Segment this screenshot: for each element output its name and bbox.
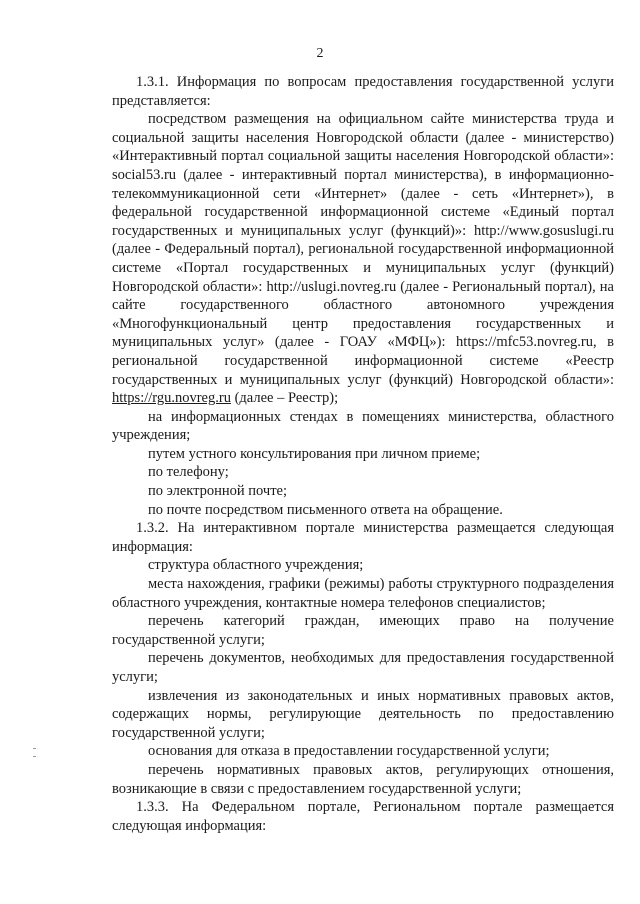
- paragraph-structure: структура областного учреждения;: [148, 557, 364, 574]
- paragraph-oral-consultation: путем устного консультирования при личном приеме;: [148, 445, 481, 462]
- paragraph-1-3-3: 1.3.3. На Федеральном портале, Региональном портале размещается следующая информация:: [112, 799, 614, 834]
- registry-link-suffix: (далее – Реестр);: [230, 390, 339, 407]
- paragraph-1-3-2: 1.3.2. На интерактивном портале министерства размещается следующая информация:: [112, 520, 614, 555]
- paragraph-categories: перечень категорий граждан, имеющих право на получение государственной услуги;: [112, 613, 614, 648]
- paragraph-email: по электронной почте;: [148, 483, 288, 500]
- paragraph-legal-extracts: извлечения из законодательных и иных нормативных правовых актов, содержащих нормы, регулирующие деятельность по предоставлению государственной услуги;: [112, 687, 614, 741]
- scan-mark: [33, 756, 36, 757]
- scan-mark: [33, 748, 36, 749]
- paragraph-publication-channels-text: посредством размещения на официальном сайте министерства труда и социальной защиты населения Новгородской области (далее - министерство) «Интерактивный портал социальной защиты населения Новгородской области»: social53.ru (далее - интерактивный портал министерства), в информационно-телекоммуникационной сети «Интернет» (далее - сеть «Интернет»), в федеральной государственной информационной системе «Единый портал государственных и муниципальных услуг (функций)»: http://www.gosuslugi.ru (далее - Федеральный портал), региональной государственной информационной системе «Портал государственных и муниципальных услуг (функций) Новгородской области»: http://uslugi.novreg.ru (далее - Региональный портал), на сайте государственного областного автономного учреждения «Многофункциональный центр предоставления государственных и муниципальных услуг» (далее - ГОАУ «МФЦ»): https://mfc53.novreg.ru, в региональной государственной информационной системе «Реестр государственных и муниципальных услуг (функций) Новгородской области»:: [112, 111, 614, 388]
- paragraph-documents: перечень документов, необходимых для предоставления государственной услуги;: [112, 650, 614, 685]
- paragraph-info-stands: на информационных стендах в помещениях министерства, областного учреждения;: [112, 408, 614, 444]
- paragraph-phone: по телефону;: [148, 464, 229, 481]
- paragraph-locations: места нахождения, графики (режимы) работы структурного подразделения областного учреждения, контактные номера телефонов специалистов;: [112, 576, 614, 611]
- paragraph-publication-channels: [112, 110, 614, 408]
- paragraph-legal-acts-list: перечень нормативных правовых актов, регулирующих отношения, возникающие в связи с предоставлением государственной услуги;: [112, 761, 614, 797]
- paragraph-post: по почте посредством письменного ответа на обращение.: [148, 501, 503, 518]
- paragraph-refusal-grounds: основания для отказа в предоставлении государственной услуги;: [148, 743, 550, 760]
- paragraph-1-3-1: 1.3.1. Информация по вопросам предоставления государственной услуги представляется:: [112, 74, 614, 109]
- page-number: 2: [316, 46, 324, 61]
- registry-link[interactable]: https://rgu.novreg.ru: [112, 390, 231, 407]
- document-body: [112, 73, 614, 835]
